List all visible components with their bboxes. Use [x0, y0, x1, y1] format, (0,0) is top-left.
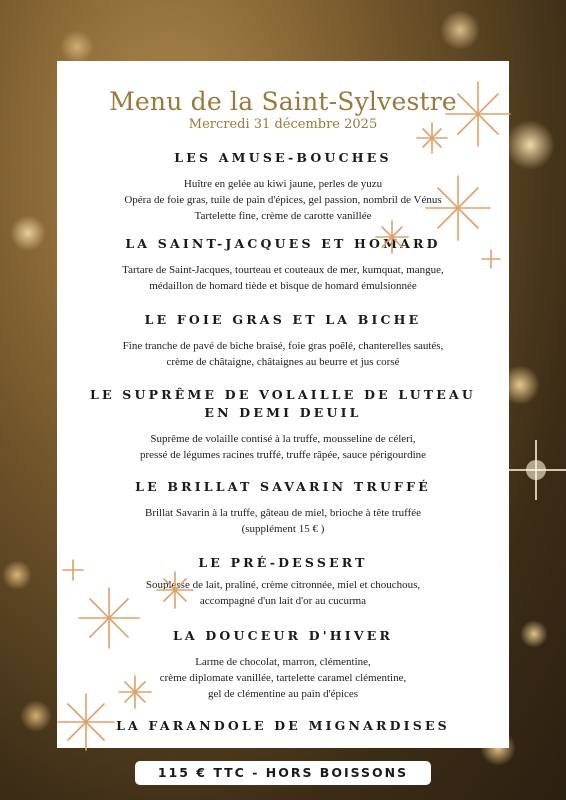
- section-description: [57, 176, 509, 224]
- dish-line: médaillon de homard tiède et bisque de homard émulsionnée: [149, 280, 417, 292]
- section-description: [57, 431, 509, 463]
- dish-line: Opéra de foie gras, tuile de pain d'épices, gel passion, nombril de Vénus: [124, 194, 442, 206]
- dish-line: pressé de légumes racines truffé, truffe râpée, sauce périgourdine: [139, 449, 427, 461]
- dish-line: accompagné d'un lait d'or au cucurma: [199, 595, 367, 607]
- price-banner: 115 € TTC - HORS BOISSONS: [135, 761, 431, 785]
- section-title: LE FOIE GRAS ET LA BICHE: [144, 312, 422, 327]
- section-title: LA SAINT-JACQUES ET HOMARD: [125, 236, 441, 251]
- glow-star-icon: [506, 440, 566, 500]
- section-title-line2: EN DEMI DEUIL: [204, 405, 362, 420]
- section-title: LES AMUSE-BOUCHES: [174, 150, 392, 165]
- dish-line: Tartare de Saint-Jacques, tourteau et couteaux de mer, kumquat, mangue,: [122, 264, 444, 276]
- dish-line: (supplément 15 € ): [241, 523, 325, 535]
- dish-line: Souplesse de lait, praliné, crème citronnée, miel et chouchous,: [145, 579, 421, 591]
- menu-card: [57, 61, 509, 748]
- dish-line: Huître en gelée au kiwi jaune, perles de yuzu: [183, 178, 383, 190]
- dish-line: crème de châtaigne, châtaignes au beurre et jus corsé: [166, 356, 400, 368]
- section-description: [57, 577, 509, 609]
- section-title: LA DOUCEUR D'HIVER: [172, 628, 394, 643]
- section-title: LE BRILLAT SAVARIN TRUFFÉ: [135, 479, 431, 494]
- dish-line: Brillat Savarin à la truffe, gâteau de miel, brioche à tête truffée: [145, 507, 421, 519]
- section-description: [57, 654, 509, 702]
- section-description: [57, 262, 509, 294]
- section-title: LA FARANDOLE DE MIGNARDISES: [116, 718, 450, 733]
- bokeh-light: [10, 215, 46, 251]
- bokeh-light: [2, 560, 32, 590]
- section-title: LE SUPRÊME DE VOLAILLE DE LUTEAU: [89, 387, 477, 402]
- bokeh-light: [20, 700, 52, 732]
- menu-title: Menu de la Saint-Sylvestre: [109, 87, 457, 116]
- bokeh-light: [60, 30, 94, 64]
- section-description: [57, 338, 509, 370]
- dish-line: gel de clémentine au pain d'épices: [207, 688, 359, 700]
- bokeh-light: [440, 10, 480, 50]
- dish-line: Fine tranche de pavé de biche braisé, foie gras poêlé, chanterelles sautés,: [122, 340, 444, 352]
- dish-line: crème diplomate vanillée, tartelette caramel clémentine,: [159, 672, 407, 684]
- dish-line: Larme de chocolat, marron, clémentine,: [195, 656, 371, 668]
- menu-date: Mercredi 31 décembre 2025: [188, 117, 378, 132]
- section-title: LE PRÉ-DESSERT: [198, 555, 368, 570]
- dish-line: Suprême de volaille contisé à la truffe, mousseline de céleri,: [150, 433, 416, 445]
- section-description: [57, 505, 509, 537]
- dish-line: Tartelette fine, crème de carotte vanillée: [194, 210, 372, 222]
- bokeh-light: [505, 120, 555, 170]
- bokeh-light: [520, 620, 548, 648]
